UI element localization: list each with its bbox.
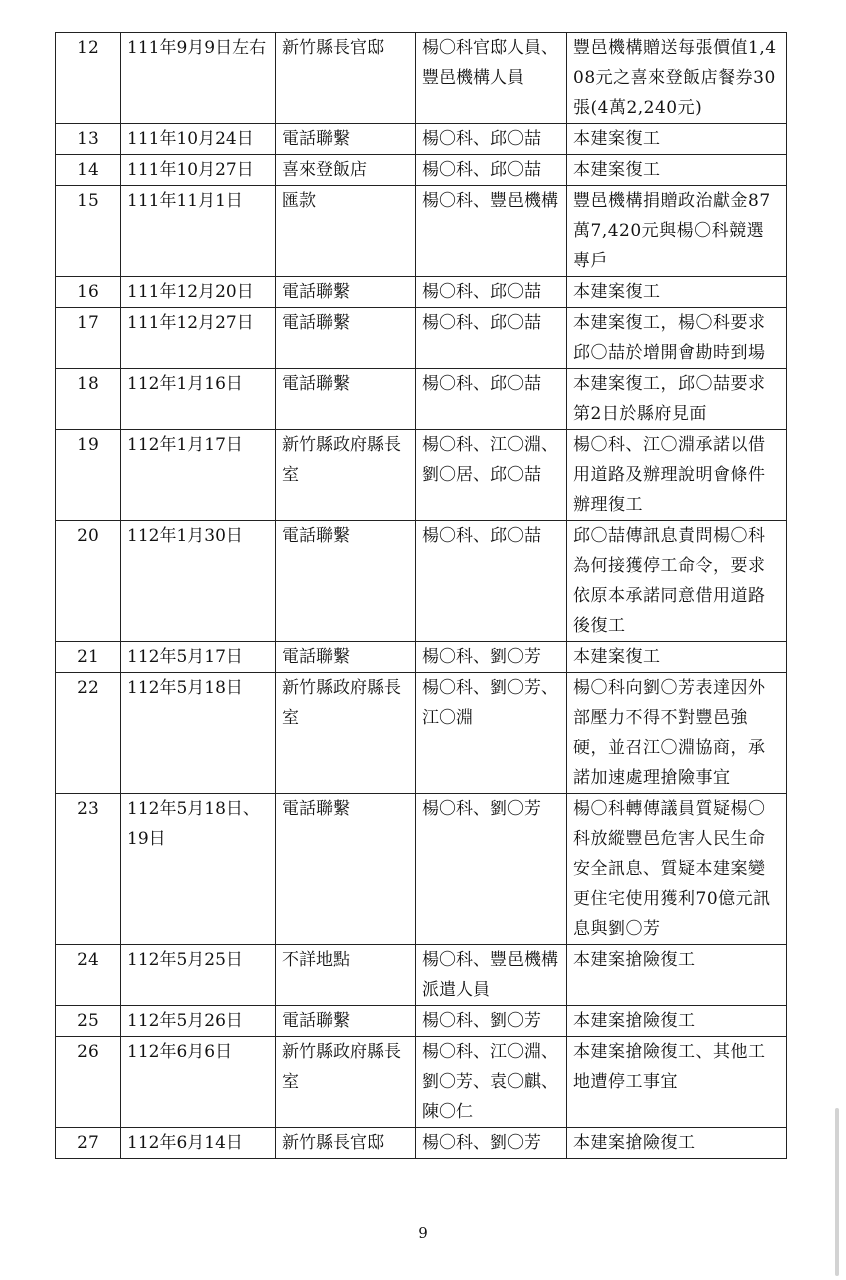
cell-number: 25	[56, 1006, 121, 1037]
cell-date: 111年12月27日	[121, 308, 276, 369]
cell-date: 111年10月27日	[121, 155, 276, 186]
cell-date: 111年10月24日	[121, 124, 276, 155]
cell-place: 電話聯繫	[276, 794, 416, 945]
table-row	[56, 521, 787, 642]
cell-date: 112年5月17日	[121, 642, 276, 673]
cell-place: 電話聯繫	[276, 277, 416, 308]
cell-content: 本建案復工	[567, 277, 787, 308]
cell-place: 不詳地點	[276, 945, 416, 1006]
cell-place: 新竹縣政府縣長室	[276, 1037, 416, 1128]
cell-participants: 楊〇科、豐邑機構	[416, 186, 567, 277]
cell-date: 112年5月18日、19日	[121, 794, 276, 945]
cell-participants: 楊〇科、劉〇芳	[416, 1128, 567, 1159]
table-row	[56, 1006, 787, 1037]
cell-participants: 楊〇科官邸人員、豐邑機構人員	[416, 33, 567, 124]
cell-content: 豐邑機構贈送每張價值1,408元之喜來登飯店餐券30張(4萬2,240元)	[567, 33, 787, 124]
cell-place: 新竹縣長官邸	[276, 33, 416, 124]
cell-number: 23	[56, 794, 121, 945]
cell-participants: 楊〇科、劉〇芳、江〇淵	[416, 673, 567, 794]
table-body	[56, 33, 787, 1159]
cell-content: 本建案復工，楊〇科要求邱〇喆於增開會勘時到場	[567, 308, 787, 369]
cell-participants: 楊〇科、劉〇芳	[416, 642, 567, 673]
cell-date: 111年11月1日	[121, 186, 276, 277]
table-row	[56, 673, 787, 794]
cell-place: 新竹縣政府縣長室	[276, 673, 416, 794]
table-row	[56, 1037, 787, 1128]
cell-date: 112年1月17日	[121, 430, 276, 521]
cell-number: 13	[56, 124, 121, 155]
table-row	[56, 945, 787, 1006]
cell-place: 喜來登飯店	[276, 155, 416, 186]
cell-number: 12	[56, 33, 121, 124]
cell-participants: 楊〇科、邱〇喆	[416, 521, 567, 642]
cell-date: 111年9月9日左右	[121, 33, 276, 124]
cell-participants: 楊〇科、邱〇喆	[416, 155, 567, 186]
table-row	[56, 277, 787, 308]
cell-participants: 楊〇科、邱〇喆	[416, 277, 567, 308]
cell-number: 17	[56, 308, 121, 369]
table-row	[56, 430, 787, 521]
table-row	[56, 155, 787, 186]
cell-place: 電話聯繫	[276, 521, 416, 642]
cell-participants: 楊〇科、江〇淵、劉〇居、邱〇喆	[416, 430, 567, 521]
table-row	[56, 186, 787, 277]
page-number: 9	[418, 1224, 428, 1242]
cell-number: 15	[56, 186, 121, 277]
cell-content: 本建案搶險復工	[567, 1006, 787, 1037]
cell-participants: 楊〇科、劉〇芳	[416, 794, 567, 945]
cell-participants: 楊〇科、豐邑機構派遣人員	[416, 945, 567, 1006]
cell-participants: 楊〇科、邱〇喆	[416, 308, 567, 369]
table-row	[56, 1128, 787, 1159]
cell-content: 本建案復工	[567, 155, 787, 186]
cell-date: 112年6月14日	[121, 1128, 276, 1159]
cell-place: 電話聯繫	[276, 124, 416, 155]
cell-participants: 楊〇科、劉〇芳	[416, 1006, 567, 1037]
cell-content: 豐邑機構捐贈政治獻金87萬7,420元與楊〇科競選專戶	[567, 186, 787, 277]
cell-place: 電話聯繫	[276, 369, 416, 430]
cell-date: 112年5月26日	[121, 1006, 276, 1037]
table-row	[56, 308, 787, 369]
cell-date: 112年6月6日	[121, 1037, 276, 1128]
cell-number: 27	[56, 1128, 121, 1159]
cell-content: 楊〇科向劉〇芳表達因外部壓力不得不對豐邑強硬，並召江〇淵協商，承諾加速處理搶險事宜	[567, 673, 787, 794]
cell-number: 24	[56, 945, 121, 1006]
cell-number: 22	[56, 673, 121, 794]
vertical-scrollbar[interactable]	[835, 1108, 839, 1276]
cell-number: 16	[56, 277, 121, 308]
cell-content: 邱〇喆傳訊息責問楊〇科為何接獲停工命令，要求依原本承諾同意借用道路後復工	[567, 521, 787, 642]
cell-participants: 楊〇科、邱〇喆	[416, 369, 567, 430]
table-row	[56, 642, 787, 673]
cell-place: 電話聯繫	[276, 1006, 416, 1037]
cell-participants: 楊〇科、江〇淵、劉〇芳、袁〇麒、陳〇仁	[416, 1037, 567, 1128]
cell-place: 新竹縣長官邸	[276, 1128, 416, 1159]
cell-content: 本建案復工	[567, 124, 787, 155]
cell-content: 楊〇科轉傳議員質疑楊〇科放縱豐邑危害人民生命安全訊息、質疑本建案變更住宅使用獲利70億元訊息與劉〇芳	[567, 794, 787, 945]
cell-content: 本建案搶險復工	[567, 1128, 787, 1159]
cell-date: 112年5月25日	[121, 945, 276, 1006]
cell-place: 電話聯繫	[276, 642, 416, 673]
cell-content: 本建案復工，邱〇喆要求第2日於縣府見面	[567, 369, 787, 430]
cell-content: 本建案搶險復工、其他工地遭停工事宜	[567, 1037, 787, 1128]
cell-place: 電話聯繫	[276, 308, 416, 369]
cell-number: 19	[56, 430, 121, 521]
cell-number: 21	[56, 642, 121, 673]
cell-date: 112年1月30日	[121, 521, 276, 642]
cell-date: 111年12月20日	[121, 277, 276, 308]
cell-content: 楊〇科、江〇淵承諾以借用道路及辦理說明會條件辦理復工	[567, 430, 787, 521]
cell-content: 本建案搶險復工	[567, 945, 787, 1006]
cell-place: 匯款	[276, 186, 416, 277]
cell-content: 本建案復工	[567, 642, 787, 673]
cell-place: 新竹縣政府縣長室	[276, 430, 416, 521]
table-row	[56, 124, 787, 155]
table-row	[56, 33, 787, 124]
cell-date: 112年1月16日	[121, 369, 276, 430]
table-row	[56, 794, 787, 945]
meeting-records-table	[55, 32, 787, 1159]
cell-participants: 楊〇科、邱〇喆	[416, 124, 567, 155]
cell-number: 14	[56, 155, 121, 186]
cell-number: 26	[56, 1037, 121, 1128]
cell-number: 20	[56, 521, 121, 642]
table-row	[56, 369, 787, 430]
cell-number: 18	[56, 369, 121, 430]
cell-date: 112年5月18日	[121, 673, 276, 794]
